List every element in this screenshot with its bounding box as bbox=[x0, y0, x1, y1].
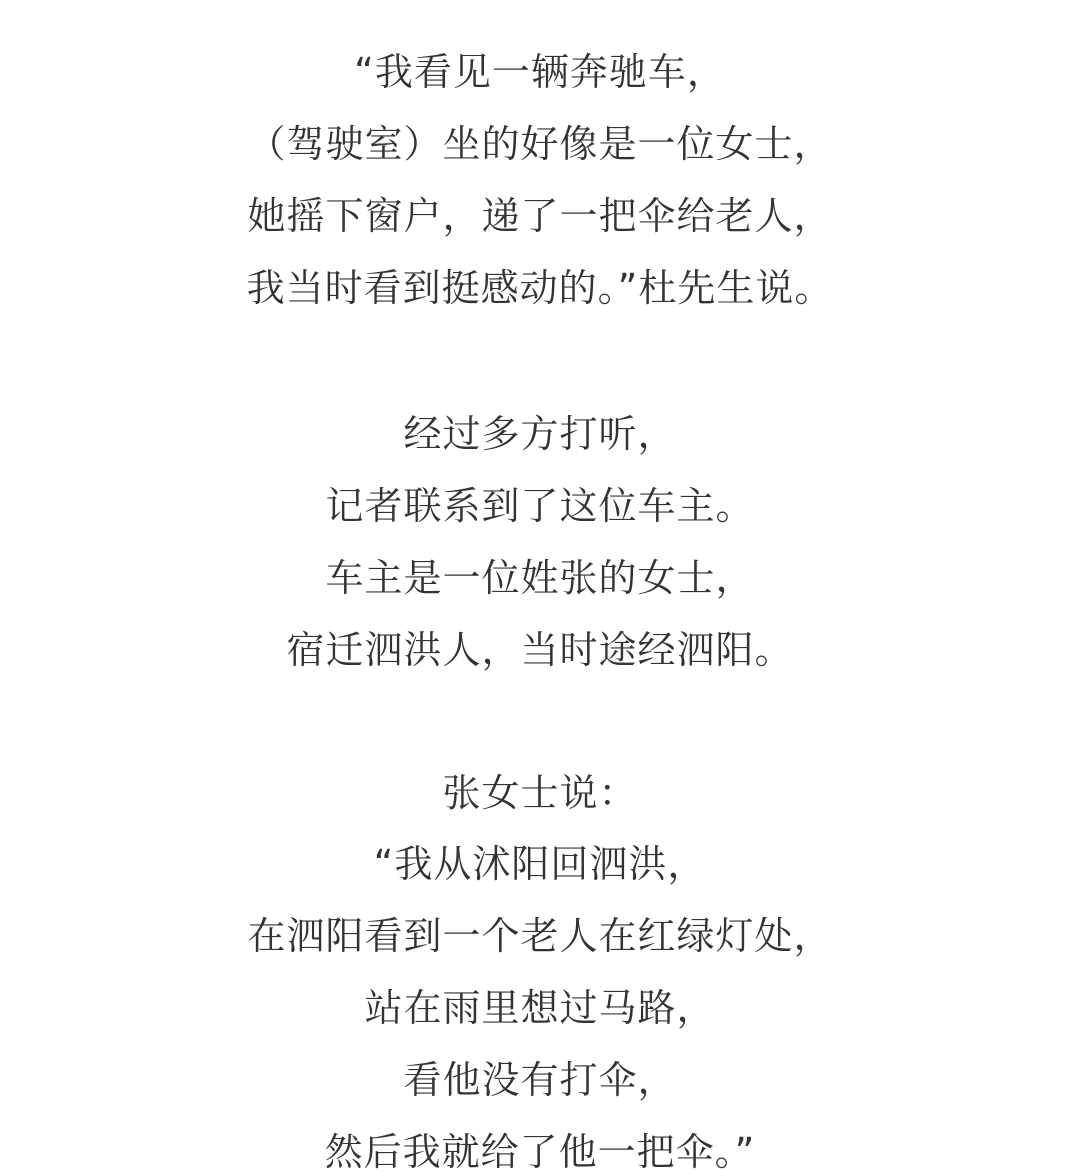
text-line: 记者联系到了这位车主。 bbox=[325, 484, 755, 528]
text-line: 宿迁泗洪人，当时途经泗阳。 bbox=[286, 628, 794, 672]
text-line: “我从沭阳回泗洪， bbox=[373, 842, 707, 886]
text-line: 站在雨里想过马路， bbox=[364, 986, 716, 1030]
text-line: 她摇下窗户，递了一把伞给老人， bbox=[247, 194, 833, 238]
text-line: 然后我就给了他一把伞。” bbox=[324, 1130, 756, 1174]
text-line: 在泗阳看到一个老人在红绿灯处， bbox=[247, 914, 833, 958]
text-line: 经过多方打听， bbox=[403, 412, 677, 456]
text-line: “我看见一辆奔驰车， bbox=[354, 50, 726, 94]
text-line: 看他没有打伞， bbox=[403, 1058, 677, 1102]
text-line: （驾驶室）坐的好像是一位女士， bbox=[247, 122, 833, 166]
text-line: 张女士说： bbox=[442, 771, 638, 815]
text-line: 车主是一位姓张的女士， bbox=[325, 556, 755, 600]
text-line: 我当时看到挺感动的。”杜先生说。 bbox=[246, 266, 834, 310]
